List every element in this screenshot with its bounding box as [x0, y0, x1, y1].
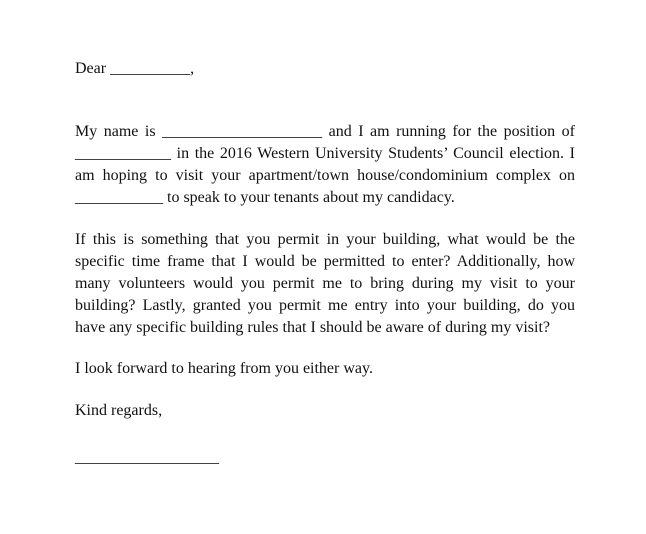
paragraph-2-line-4: building? Lastly, granted you permit me entry into your building, do you: [75, 297, 575, 314]
paragraph-1-line-4: ___________ to speak to your tenants about my candidacy.: [75, 189, 455, 206]
paragraph-1-line-1: My name is ____________________ and I am running for the position of: [75, 123, 575, 140]
salutation: Dear __________,: [75, 60, 195, 77]
paragraph-2-line-1: If this is something that you permit in your building, what would be the: [75, 231, 575, 248]
paragraph-2-line-5: have any specific building rules that I should be aware of during my visit?: [75, 319, 550, 336]
paragraph-2-line-2: specific time frame that I would be permitted to enter? Additionally, how: [75, 253, 575, 270]
paragraph-2-line-3: many volunteers would you permit me to bring during my visit to your: [75, 275, 575, 292]
signature-line: __________________: [75, 449, 219, 466]
paragraph-1-line-3: am hoping to visit your apartment/town house/condominium complex on: [75, 167, 575, 184]
paragraph-3: I look forward to hearing from you either way.: [75, 360, 373, 377]
closing: Kind regards,: [75, 402, 163, 419]
paragraph-1-line-2: ____________ in the 2016 Western University Students’ Council election. I: [75, 145, 575, 162]
